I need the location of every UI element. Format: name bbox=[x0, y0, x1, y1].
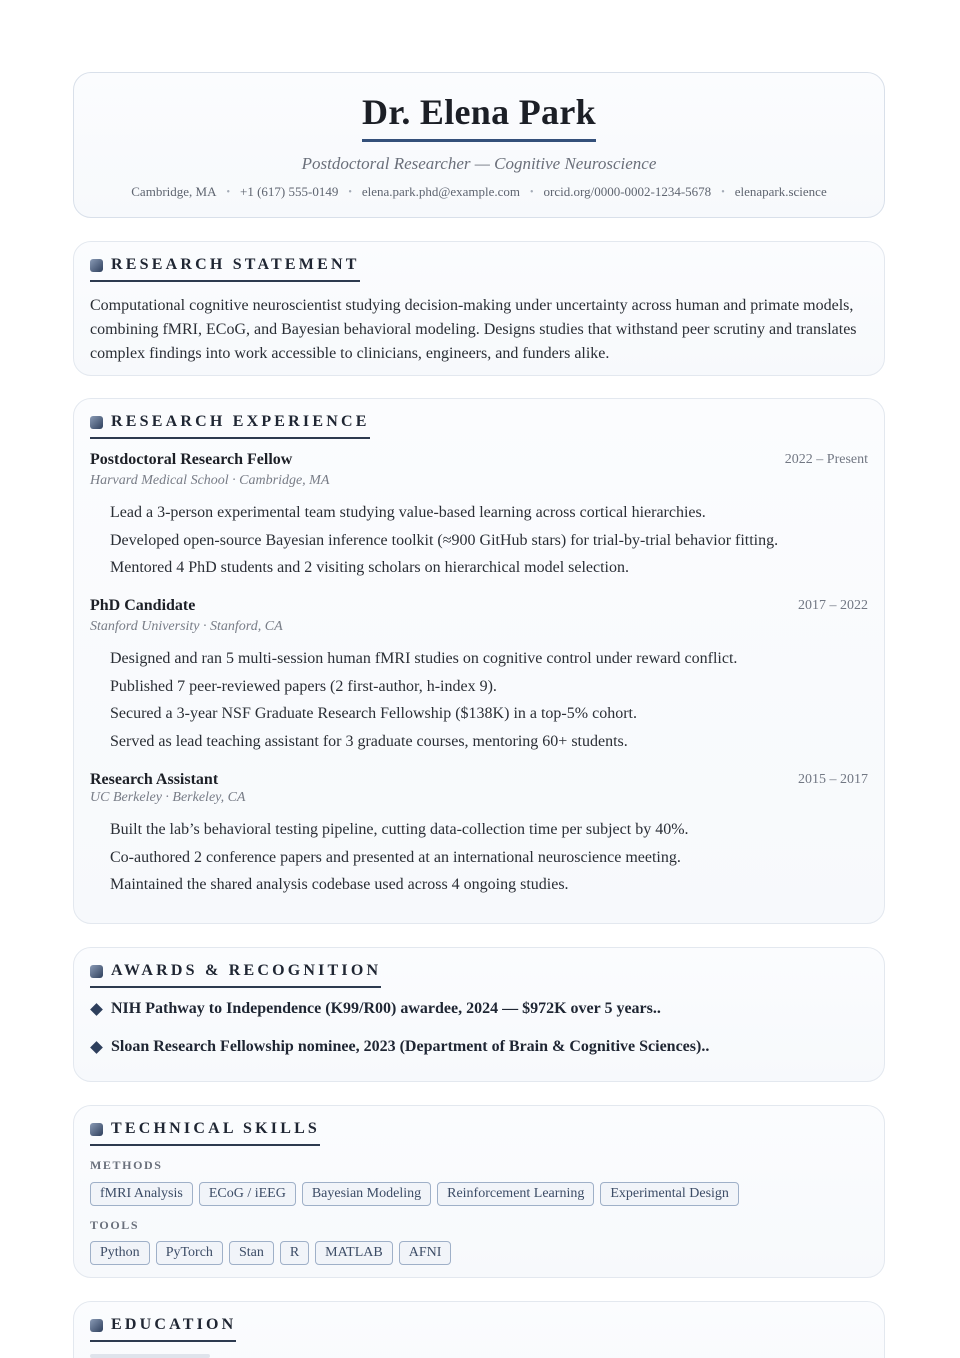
contact-separator: • bbox=[226, 186, 230, 198]
skill-chip: R bbox=[280, 1241, 309, 1265]
contact-email[interactable]: elena.park.phd@example.com bbox=[361, 184, 521, 199]
diamond-bullet-icon bbox=[90, 1003, 103, 1016]
section-heading bbox=[90, 413, 370, 439]
contact-phone[interactable]: +1 (617) 555-0149 bbox=[240, 184, 339, 199]
job-bullet: Maintained the shared analysis codebase used across 4 ongoing studies. bbox=[110, 876, 569, 893]
job-bullet: Mentored 4 PhD students and 2 visiting scholars on hierarchical model selection. bbox=[110, 559, 629, 576]
job-entry bbox=[90, 451, 868, 582]
job-org: Stanford University · Stanford, CA bbox=[90, 619, 283, 634]
section-heading bbox=[90, 1316, 236, 1342]
award-text: Sloan Research Fellowship nominee, 2023 (Department of Brain & Cognitive Sciences).. bbox=[111, 1038, 710, 1055]
contact-location: Cambridge, MA bbox=[131, 184, 217, 199]
skill-chip: fMRI Analysis bbox=[90, 1182, 193, 1206]
skill-chip: PyTorch bbox=[156, 1241, 223, 1265]
job-bullet: Built the lab’s behavioral testing pipeline, cutting data-collection time per subject by 40%. bbox=[110, 821, 689, 838]
job-bullet: Served as lead teaching assistant for 3 graduate courses, mentoring 60+ students. bbox=[110, 732, 628, 750]
skill-chip: ECoG / iEEG bbox=[199, 1182, 296, 1206]
contact-website[interactable]: elenapark.science bbox=[734, 184, 827, 199]
section-heading bbox=[90, 256, 360, 282]
section-heading bbox=[90, 962, 381, 988]
research-statement-text: Computational cognitive neuroscientist studying decision-making under uncertainty across human and primate models, combining fMRI, ECoG, and Bayesian behavioral modeling. Designs studies that withstand peer scrutiny and translates complex findings into work accessible to clinicians, engineers, and funders alike. bbox=[90, 297, 857, 362]
header-card bbox=[73, 72, 885, 218]
contact-separator: • bbox=[348, 186, 352, 198]
section-marker-icon bbox=[90, 1319, 103, 1332]
skill-chip: Python bbox=[90, 1241, 150, 1265]
award-item bbox=[90, 1038, 709, 1056]
skill-chip: Bayesian Modeling bbox=[302, 1182, 431, 1206]
skill-chip: AFNI bbox=[399, 1241, 452, 1265]
job-bullet: Lead a 3-person experimental team studying value-based learning across cortical hierarchies. bbox=[110, 504, 706, 521]
methods-chip-list bbox=[90, 1182, 739, 1206]
job-bullet: Designed and ran 5 multi-session human fMRI studies on cognitive control under reward conflict. bbox=[110, 650, 738, 667]
job-bullet: Secured a 3-year NSF Graduate Research Fellowship ($138K) in a top-5% cohort. bbox=[110, 705, 637, 722]
section-marker-icon bbox=[90, 416, 103, 429]
candidate-title: Postdoctoral Researcher — Cognitive Neuroscience bbox=[301, 154, 657, 173]
section-title: RESEARCH EXPERIENCE bbox=[111, 413, 370, 430]
job-entry bbox=[90, 597, 868, 755]
skills-card bbox=[73, 1105, 885, 1278]
section-marker-icon bbox=[90, 259, 103, 272]
contact-orcid[interactable]: orcid.org/0000-0002-1234-5678 bbox=[543, 184, 712, 199]
skills-tools-label: TOOLS bbox=[90, 1218, 140, 1232]
education-card bbox=[73, 1301, 885, 1358]
section-marker-icon bbox=[90, 1123, 103, 1136]
job-dates: 2015 – 2017 bbox=[798, 772, 868, 787]
research-experience-card bbox=[73, 398, 885, 924]
section-heading bbox=[90, 1120, 320, 1146]
contact-separator: • bbox=[530, 186, 534, 198]
skill-chip: Stan bbox=[229, 1241, 274, 1265]
job-entry bbox=[90, 771, 868, 899]
contact-separator: • bbox=[721, 186, 725, 198]
award-text: NIH Pathway to Independence (K99/R00) awardee, 2024 — $972K over 5 years.. bbox=[111, 1000, 661, 1017]
job-bullet: Developed open-source Bayesian inference toolkit (≈900 GitHub stars) for trial-by-trial behavior fitting. bbox=[110, 531, 779, 549]
job-dates: 2022 – Present bbox=[784, 452, 868, 467]
job-org: UC Berkeley · Berkeley, CA bbox=[90, 790, 246, 805]
job-bullet: Co-authored 2 conference papers and presented at an international neuroscience meeting. bbox=[110, 848, 681, 866]
section-title: TECHNICAL SKILLS bbox=[111, 1120, 321, 1137]
award-item bbox=[90, 1000, 661, 1018]
skills-methods-label: METHODS bbox=[90, 1158, 163, 1172]
skill-chip: MATLAB bbox=[315, 1241, 393, 1265]
candidate-name: Dr. Elena Park bbox=[362, 91, 596, 142]
section-title: RESEARCH STATEMENT bbox=[111, 256, 360, 273]
research-statement-card bbox=[73, 241, 885, 376]
job-role: Research Assistant bbox=[90, 771, 219, 788]
job-bullets bbox=[110, 499, 868, 582]
job-bullet: Published 7 peer-reviewed papers (2 first-author, h-index 9). bbox=[110, 677, 497, 695]
section-title: AWARDS & RECOGNITION bbox=[111, 962, 382, 979]
job-role: Postdoctoral Research Fellow bbox=[90, 451, 293, 468]
job-bullets bbox=[110, 645, 868, 755]
job-org: Harvard Medical School · Cambridge, MA bbox=[90, 473, 330, 488]
contact-line bbox=[74, 184, 884, 200]
section-title: EDUCATION bbox=[111, 1316, 237, 1333]
skill-chip: Experimental Design bbox=[600, 1182, 739, 1206]
job-dates: 2017 – 2022 bbox=[798, 598, 868, 613]
diamond-bullet-icon bbox=[90, 1041, 103, 1054]
awards-card bbox=[73, 947, 885, 1082]
education-entry-cutoff bbox=[90, 1354, 210, 1358]
skill-chip: Reinforcement Learning bbox=[437, 1182, 594, 1206]
tools-chip-list bbox=[90, 1241, 451, 1265]
job-role: PhD Candidate bbox=[90, 597, 196, 614]
job-bullets bbox=[110, 816, 868, 899]
section-marker-icon bbox=[90, 965, 103, 978]
